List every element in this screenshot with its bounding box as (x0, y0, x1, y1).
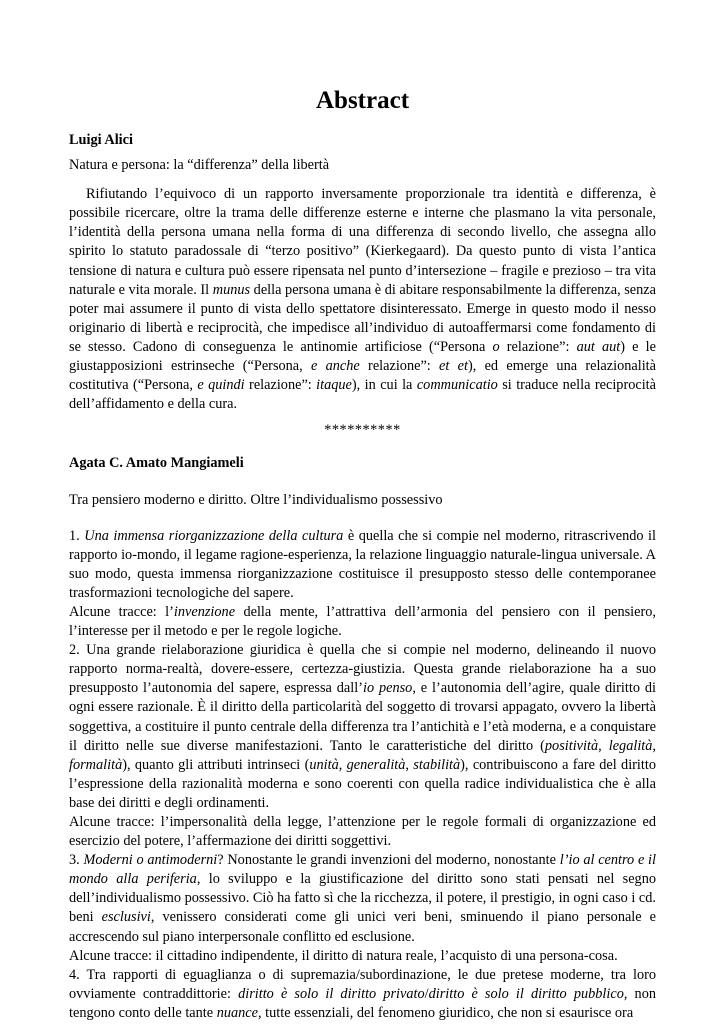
italic-text: stabilità (413, 756, 461, 773)
abstract-point: 1. Una immensa riorganizzazione della cultura è quella che si compie nel moderno, ritrascrivendo il rapporto io-mondo, il legame ragione-esperienza, la relazione linguaggio naturale-lingua universale. A suo modo, questa immensa riorganizzazione costituisce il presupposto stesso delle contemporanee trasformazioni tecnologiche del sapere. (69, 527, 657, 601)
abstract-paragraph-1: Rifiutando l’equivoco di un rapporto inversamente proporzionale tra identità e differenza, è possibile ricercare, oltre la trama delle differenze esterne e interne che plasmano la vita personale, l’identità della persona umana nella forma di una differenza di secondo livello, che assegna allo spirito lo statuto paradossale di “terzo positivo” (Kierkegaard). Da questo punto di vista l’antica tensione di natura e cultura può essere ripensata nel punto d’intersezione – fragile e prezioso – tra vita naturale e vita morale. Il munus della persona umana è di abitare responsabilmente la differenza, senza poter mai assumere il punto di vista dello spettatore disinteressato. Emerge in questo modo il nesso originario di libertà e reciprocità, che impedisce all’individuo di autoaffermarsi come fondamento di se stesso. Cadono di conseguenza le antinomie artificiose (“Persona o relazione”: aut aut) e le giustapposizioni estrinseche (“Persona, e anche relazione”: et et), ed emerge una relazionalità costitutiva (“Persona, e quindi relazione”: itaque), in cui la communicatio si traduce nella reciprocità dell’affidamento e della cura. (69, 186, 656, 413)
italic-text: diritto è solo il diritto privato (238, 985, 425, 1002)
italic-text: invenzione (173, 603, 236, 620)
abstract-point: Alcune tracce: l’impersonalità della legge, l’attenzione per le regole formali di organizzazione ed esercizio del potere, l’affermazione dei diritti soggettivi. (69, 814, 656, 850)
abstract-point: 2. Una grande rielaborazione giuridica è quella che si compie nel moderno, delineando il nuovo rapporto norma-realtà, dovere-essere, certezza-giustizia. Questa grande rielaborazione ha a suo presupposto l’autonomia del sapere, espressa dall’io penso, e l’autonomia dell’agire, quale diritto di ogni essere razionale. È il diritto della particolarità del soggetto di trovarsi appagato, ovvero la libertà soggettiva, a costituire il punto centrale della differenza tra l’antichità e l’età moderna, e a conquistare il diritto nelle sue diverse manifestazioni. Tanto le caratteristiche del diritto (positività, legalità, formalità), quanto gli attributi intrinseci (unità, generalità, stabilità), contribuiscono a fare del diritto l’espressione della razionalità moderna e sono coerenti con quella radice individualistica che è alla base dei diritti e degli ordinamenti. (69, 642, 656, 811)
abstract-point: Alcune tracce: l’invenzione della mente, l’attrattiva dell’armonia del pensiero con il pensiero, l’interesse per il metodo e per le regole logiche. (69, 603, 656, 640)
italic-text: e anche (311, 358, 360, 375)
page-title: Abstract (315, 87, 410, 114)
italic-text: generalità (346, 756, 406, 773)
section-separator: ********** (324, 422, 401, 439)
italic-text: e quindi (197, 377, 245, 394)
italic-text: communicatio (416, 377, 498, 394)
italic-text: nuance (216, 1004, 258, 1021)
author-name-2: Agata C. Amato Mangiameli (69, 455, 244, 472)
abstract-points (69, 527, 656, 1023)
italic-text: l’io al centro e il mondo alla periferia (69, 852, 656, 888)
italic-text: itaque (316, 377, 352, 394)
essay-title-1: Natura e persona: la “differenza” della libertà (69, 157, 330, 174)
italic-text: unità (309, 756, 339, 773)
abstract-point: 3. Moderni o antimoderni? Nonostante le grandi invenzioni del moderno, nonostante l’io al centro e il mondo alla periferia, lo sviluppo e la giustificazione del diritto sono stati pensati nel segno dell’individualismo possessivo. Ciò ha fatto sì che la ricchezza, il potere, il prestigio, in ogni caso i cd. beni esclusivi, venissero considerati come gli unici veri beni, sminuendo il piano personale e accrescendo sul piano interpersonale conflitto ed esclusione. (69, 852, 657, 945)
author-name-1: Luigi Alici (69, 132, 133, 148)
italic-text: munus (212, 281, 251, 298)
abstract-point: Alcune tracce: il cittadino indipendente, il diritto di natura reale, l’acquisto di una persona-cosa. (69, 947, 618, 964)
italic-text: aut aut (576, 338, 621, 355)
italic-text: Una immensa riorganizzazione della cultura (84, 527, 344, 544)
italic-text: esclusivi (101, 909, 151, 926)
italic-text: io penso (362, 680, 413, 697)
essay-title-2: Tra pensiero moderno e diritto. Oltre l’individualismo possessivo (69, 491, 443, 508)
italic-text: et et (439, 358, 468, 375)
abstract-point: 4. Tra rapporti di eguaglianza o di supremazia/subordinazione, le due pretese moderne, tra loro ovviamente contraddittorie: diritto è solo il diritto privato/diritto è solo il diritto pubblico, non tengono conto delle tante nuance, tutte essenziali, del fenomeno giuridico, che non si esaurisce ora (69, 966, 656, 1021)
document-page (69, 84, 656, 1023)
italic-text: diritto è solo il diritto pubblico (428, 985, 624, 1002)
italic-text: Moderni o antimoderni (83, 852, 218, 869)
italic-text: o (492, 338, 500, 355)
italic-text: positività, legalità, formalità (69, 737, 656, 773)
